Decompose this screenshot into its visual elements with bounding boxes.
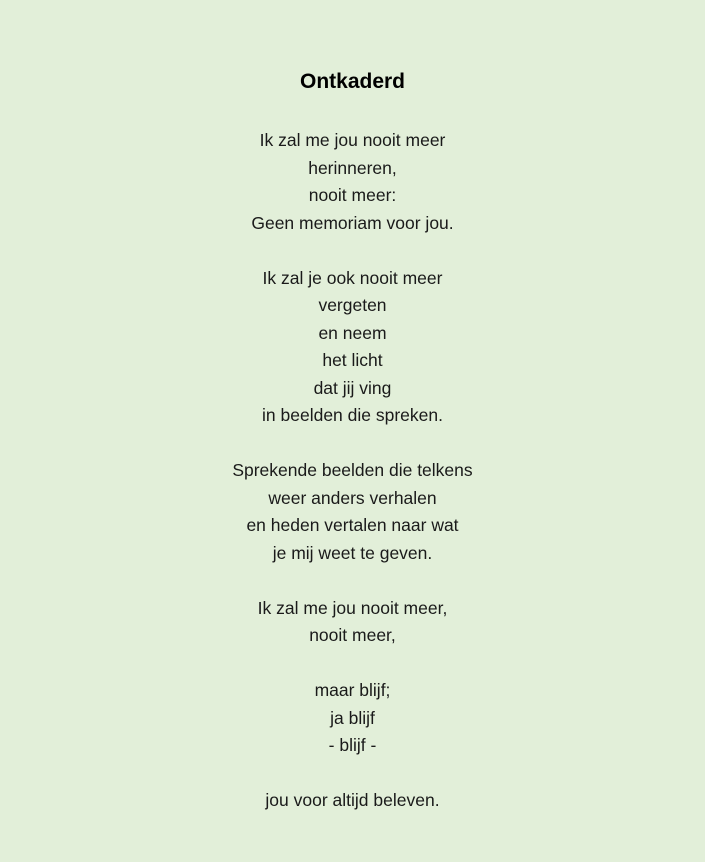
stanza-2 bbox=[0, 265, 705, 430]
poem-line: Ik zal je ook nooit meer bbox=[262, 267, 443, 288]
poem-line: - blijf - bbox=[328, 735, 377, 755]
poem-line: weer anders verhalen bbox=[268, 487, 437, 508]
stanza-4 bbox=[0, 595, 705, 650]
poem-line: Ik zal me jou nooit meer bbox=[259, 130, 446, 150]
poem-line: jou voor altijd beleven. bbox=[265, 790, 440, 810]
poem-line: maar blijf; bbox=[314, 680, 391, 700]
poem-line: en heden vertalen naar wat bbox=[246, 515, 459, 535]
poem-line: herinneren, bbox=[308, 157, 397, 178]
poem-line: Ik zal me jou nooit meer, bbox=[257, 597, 448, 618]
poem-line: het licht bbox=[322, 350, 383, 370]
poem-line: je mij weet te geven. bbox=[272, 542, 433, 563]
poem-line: in beelden die spreken. bbox=[262, 405, 443, 425]
poem-line: Geen memoriam voor jou. bbox=[251, 212, 454, 233]
stanza-6 bbox=[0, 787, 705, 815]
poem-line: ja blijf bbox=[330, 707, 375, 728]
stanza-1 bbox=[0, 127, 705, 237]
poem-line: nooit meer: bbox=[308, 185, 397, 205]
poem-body bbox=[0, 127, 705, 842]
stanza-3 bbox=[0, 457, 705, 567]
stanza-5 bbox=[0, 677, 705, 760]
poem-line: Sprekende beelden die telkens bbox=[232, 460, 473, 480]
poem-line: dat jij ving bbox=[313, 377, 392, 398]
poem-title: Ontkaderd bbox=[299, 70, 406, 93]
poem-line: en neem bbox=[318, 322, 387, 343]
poem-line: vergeten bbox=[318, 295, 387, 315]
poem-line: nooit meer, bbox=[309, 625, 396, 645]
